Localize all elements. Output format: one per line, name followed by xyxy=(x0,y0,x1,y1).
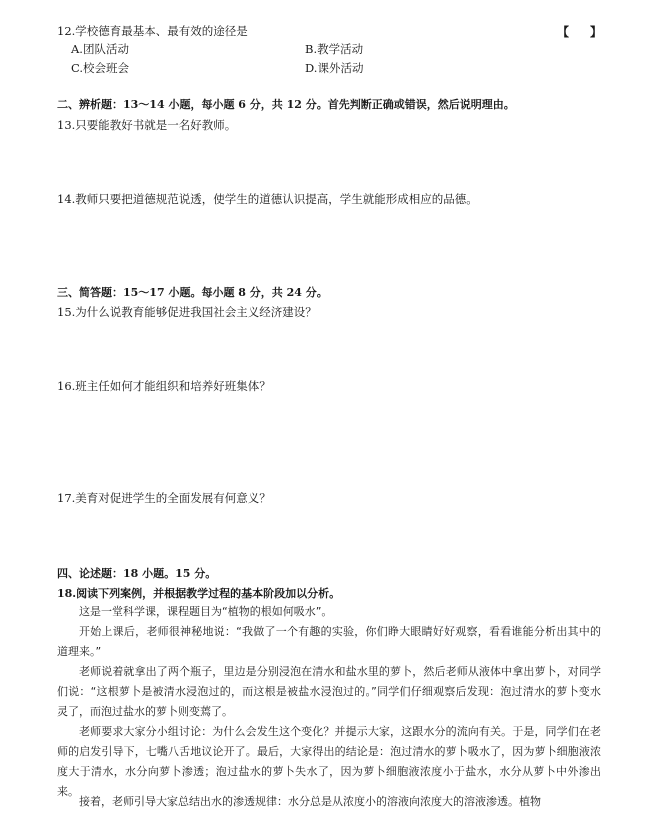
option-c: C.校会班会 xyxy=(71,61,130,75)
section-4-heading: 四、论述题：18 小题。15 分。 xyxy=(57,567,217,580)
question-13: 13.只要能教好书就是一名好教师。 xyxy=(57,118,237,132)
case-paragraph-5: 接着，老师引导大家总结出水的渗透规律：水分总是从浓度小的溶液向浓度大的溶液渗透。植物 xyxy=(79,795,541,808)
question-16: 16.班主任如何才能组织和培养好班集体？ xyxy=(57,379,271,393)
answer-bracket-left: 【 xyxy=(557,25,570,39)
option-a: A.团队活动 xyxy=(71,42,129,56)
case-paragraph-1: 这是一堂科学课，课程题目为“植物的根如何吸水”。 xyxy=(79,605,333,618)
answer-bracket-right: 】 xyxy=(590,25,603,39)
option-b: B.教学活动 xyxy=(305,42,364,56)
case-paragraph-3: 老师说着就拿出了两个瓶子，里边是分别浸泡在清水和盐水里的萝卜，然后老师从液体中拿出萝卜，对同学们说：“这根萝卜是被清水浸泡过的，而这根是被盐水浸泡过的。”同学们仔细观察后发现：泡过清水的萝卜变水灵了，而泡过盐水的萝卜则变蔫了。 xyxy=(57,665,601,718)
question-14: 14.教师只要把道德规范说透，使学生的道德认识提高，学生就能形成相应的品德。 xyxy=(57,192,478,206)
option-d: D.课外活动 xyxy=(305,61,364,75)
case-paragraph-2: 开始上课后，老师很神秘地说：“我做了一个有趣的实验，你们睁大眼睛好好观察，看看谁能分析出其中的道理来。” xyxy=(57,625,601,658)
question-17: 17.美育对促进学生的全面发展有何意义？ xyxy=(57,491,271,505)
section-3-heading: 三、简答题：15～17 小题。每小题 8 分，共 24 分。 xyxy=(57,286,328,299)
question-18: 18.阅读下列案例，并根据教学过程的基本阶段加以分析。 xyxy=(57,587,341,600)
question-15: 15.为什么说教育能够促进我国社会主义经济建设？ xyxy=(57,305,317,319)
question-12-stem: 12.学校德育最基本、最有效的途径是 xyxy=(57,24,248,38)
case-paragraph-4: 老师要求大家分小组讨论：为什么会发生这个变化？并提示大家，这跟水分的流向有关。于是，同学们在老师的启发引导下，七嘴八舌地议论开了。最后，大家得出的结论是：泡过清水的萝卜吸水了，因为萝卜细胞液浓度大于清水，水分向萝卜渗透；泡过盐水的萝卜失水了，因为萝卜细胞液浓度小于盐水，水分从萝卜中外渗出来。 xyxy=(57,725,601,798)
section-2-heading: 二、辨析题：13～14 小题，每小题 6 分，共 12 分。首先判断正确或错误，然后说明理由。 xyxy=(57,98,515,111)
